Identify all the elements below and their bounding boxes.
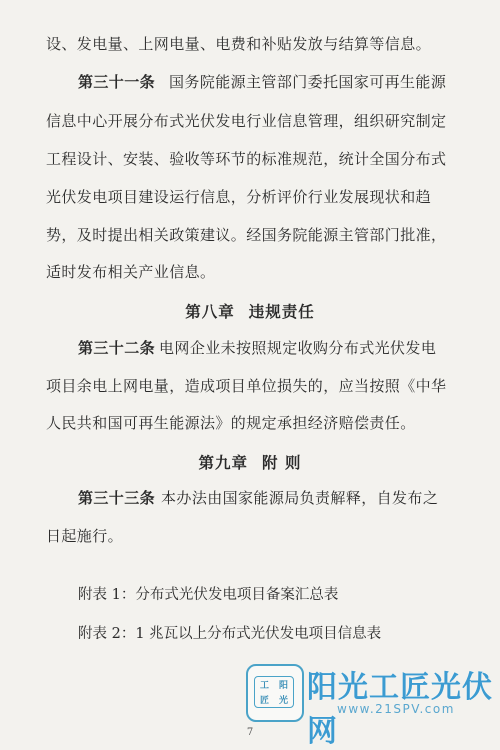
- article-32: [78, 338, 470, 358]
- article-text: 本办法由国家能源局负责解释，自发布之: [161, 489, 439, 507]
- chapter-8-heading: 第八章 违规责任: [185, 302, 315, 321]
- watermark-site: www.21SPV.com: [337, 702, 455, 716]
- article-text: 国务院能源主管部门委托国家可再生能源: [169, 73, 447, 91]
- attachment-2: 附表 2：1 兆瓦以上分布式光伏发电项目信息表: [78, 626, 382, 642]
- attachment-1: 附表 1：分布式光伏发电项目备案汇总表: [78, 587, 339, 603]
- text-line: 日起施行。: [46, 527, 124, 545]
- watermark: [243, 662, 493, 749]
- article-label: 第三十二条: [78, 339, 156, 357]
- watermark-brand: 阳光工匠光伏网: [307, 670, 493, 749]
- article-31: [78, 72, 470, 92]
- text-line: 适时发布相关产业信息。: [46, 263, 216, 281]
- chapter-9-heading: 第九章 附 则: [198, 453, 302, 472]
- page-number: 7: [246, 727, 254, 738]
- article-label: 第三十三条: [78, 489, 156, 507]
- text-line: 设、发电量、上网电量、电费和补贴发放与结算等信息。: [46, 35, 432, 53]
- text-line: 势，及时提出相关政策建议。经国务院能源主管部门批准，: [46, 226, 447, 244]
- text-line: 信息中心开展分布式光伏发电行业信息管理，组织研究制定: [46, 112, 447, 130]
- article-label: 第三十一条: [78, 73, 156, 91]
- text-line: 人民共和国可再生能源法》的规定承担经济赔偿责任。: [46, 414, 416, 432]
- article-33: [78, 488, 470, 508]
- seal-logo-icon: 工 阳 匠 光: [246, 664, 304, 722]
- text-line: 光伏发电项目建设运行信息，分析评价行业发展现状和趋: [46, 188, 432, 206]
- text-line: 工程设计、安装、验收等环节的标准规范，统计全国分布式: [46, 150, 447, 168]
- text-line: 项目余电上网电量，造成项目单位损失的，应当按照《中华: [46, 377, 447, 395]
- article-text: 电网企业未按照规定收购分布式光伏发电: [159, 339, 437, 357]
